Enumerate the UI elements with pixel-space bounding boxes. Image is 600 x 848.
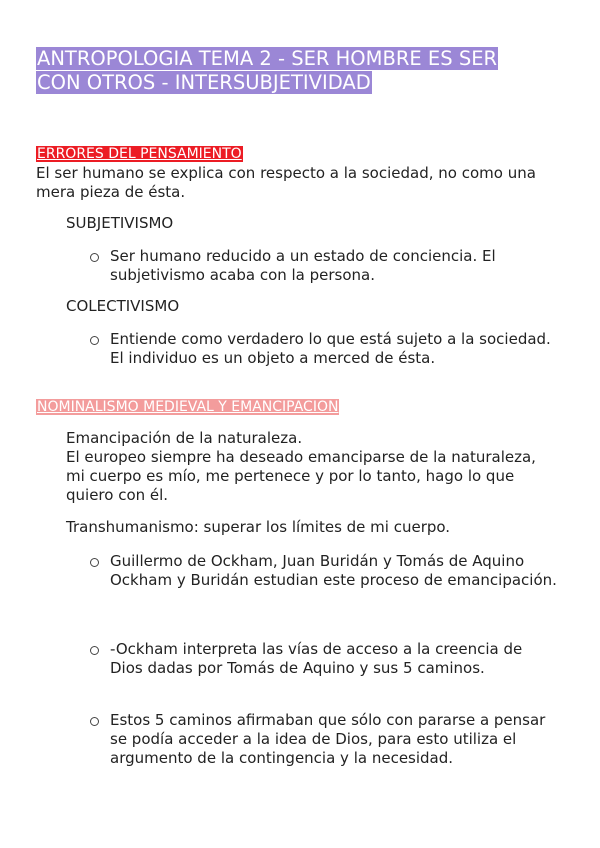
emancipacion-text: El europeo siempre ha deseado emanciparse de la naturaleza, mi cuerpo es mío, me pertenece y por lo tanto, hago lo que quiero con él. xyxy=(66,448,536,504)
caminos-bullet-text: Estos 5 caminos afirmaban que sólo con pararse a pensar se podía acceder a la idea de Dios, para esto utiliza el argumento de la contingencia y la necesidad. xyxy=(110,711,546,767)
subjetivismo-bullet xyxy=(110,247,558,285)
section-heading-nominalismo xyxy=(36,399,339,416)
emancipacion-title: Emancipación de la naturaleza. xyxy=(66,429,303,447)
caminos-bullet xyxy=(110,711,562,768)
vias-bullet xyxy=(110,640,550,678)
ockham-bullet-line1: Guillermo de Ockham, Juan Buridán y Tomás de Aquino xyxy=(110,552,525,570)
colectivismo-heading: COLECTIVISMO xyxy=(66,297,180,315)
document-title-text: ANTROPOLOGIA TEMA 2 - SER HOMBRE ES SER CON OTROS - INTERSUBJETIVIDAD xyxy=(37,47,498,94)
section-heading-errores xyxy=(36,146,243,163)
bullet-circle-icon xyxy=(90,646,99,655)
document-title xyxy=(36,47,536,95)
section-heading-nominalismo-text: NOMINALISMO MEDIEVAL Y EMANCIPACION xyxy=(37,399,339,415)
vias-bullet-text: -Ockham interpreta las vías de acceso a la creencia de Dios dadas por Tomás de Aquino y sus 5 caminos. xyxy=(110,640,523,677)
bullet-circle-icon xyxy=(90,336,99,345)
subjetivismo-heading: SUBJETIVISMO xyxy=(66,214,174,232)
ockham-bullet-line2: Ockham y Buridán estudian este proceso de emancipación. xyxy=(110,571,557,589)
colectivismo-bullet-text: Entiende como verdadero lo que está sujeto a la sociedad. El individuo es un objeto a merced de ésta. xyxy=(110,330,551,367)
ockham-bullet xyxy=(110,552,560,590)
errores-intro: El ser humano se explica con respecto a la sociedad, no como una mera pieza de ésta. xyxy=(36,164,536,201)
bullet-circle-icon xyxy=(90,558,99,567)
section-heading-errores-text: ERRORES DEL PENSAMIENTO xyxy=(37,146,242,162)
bullet-circle-icon xyxy=(90,253,99,262)
transhumanismo-text: Transhumanismo: superar los límites de mi cuerpo. xyxy=(66,518,451,536)
subjetivismo-bullet-text: Ser humano reducido a un estado de conciencia. El subjetivismo acaba con la persona. xyxy=(110,247,496,284)
bullet-circle-icon xyxy=(90,717,99,726)
colectivismo-bullet xyxy=(110,330,558,368)
